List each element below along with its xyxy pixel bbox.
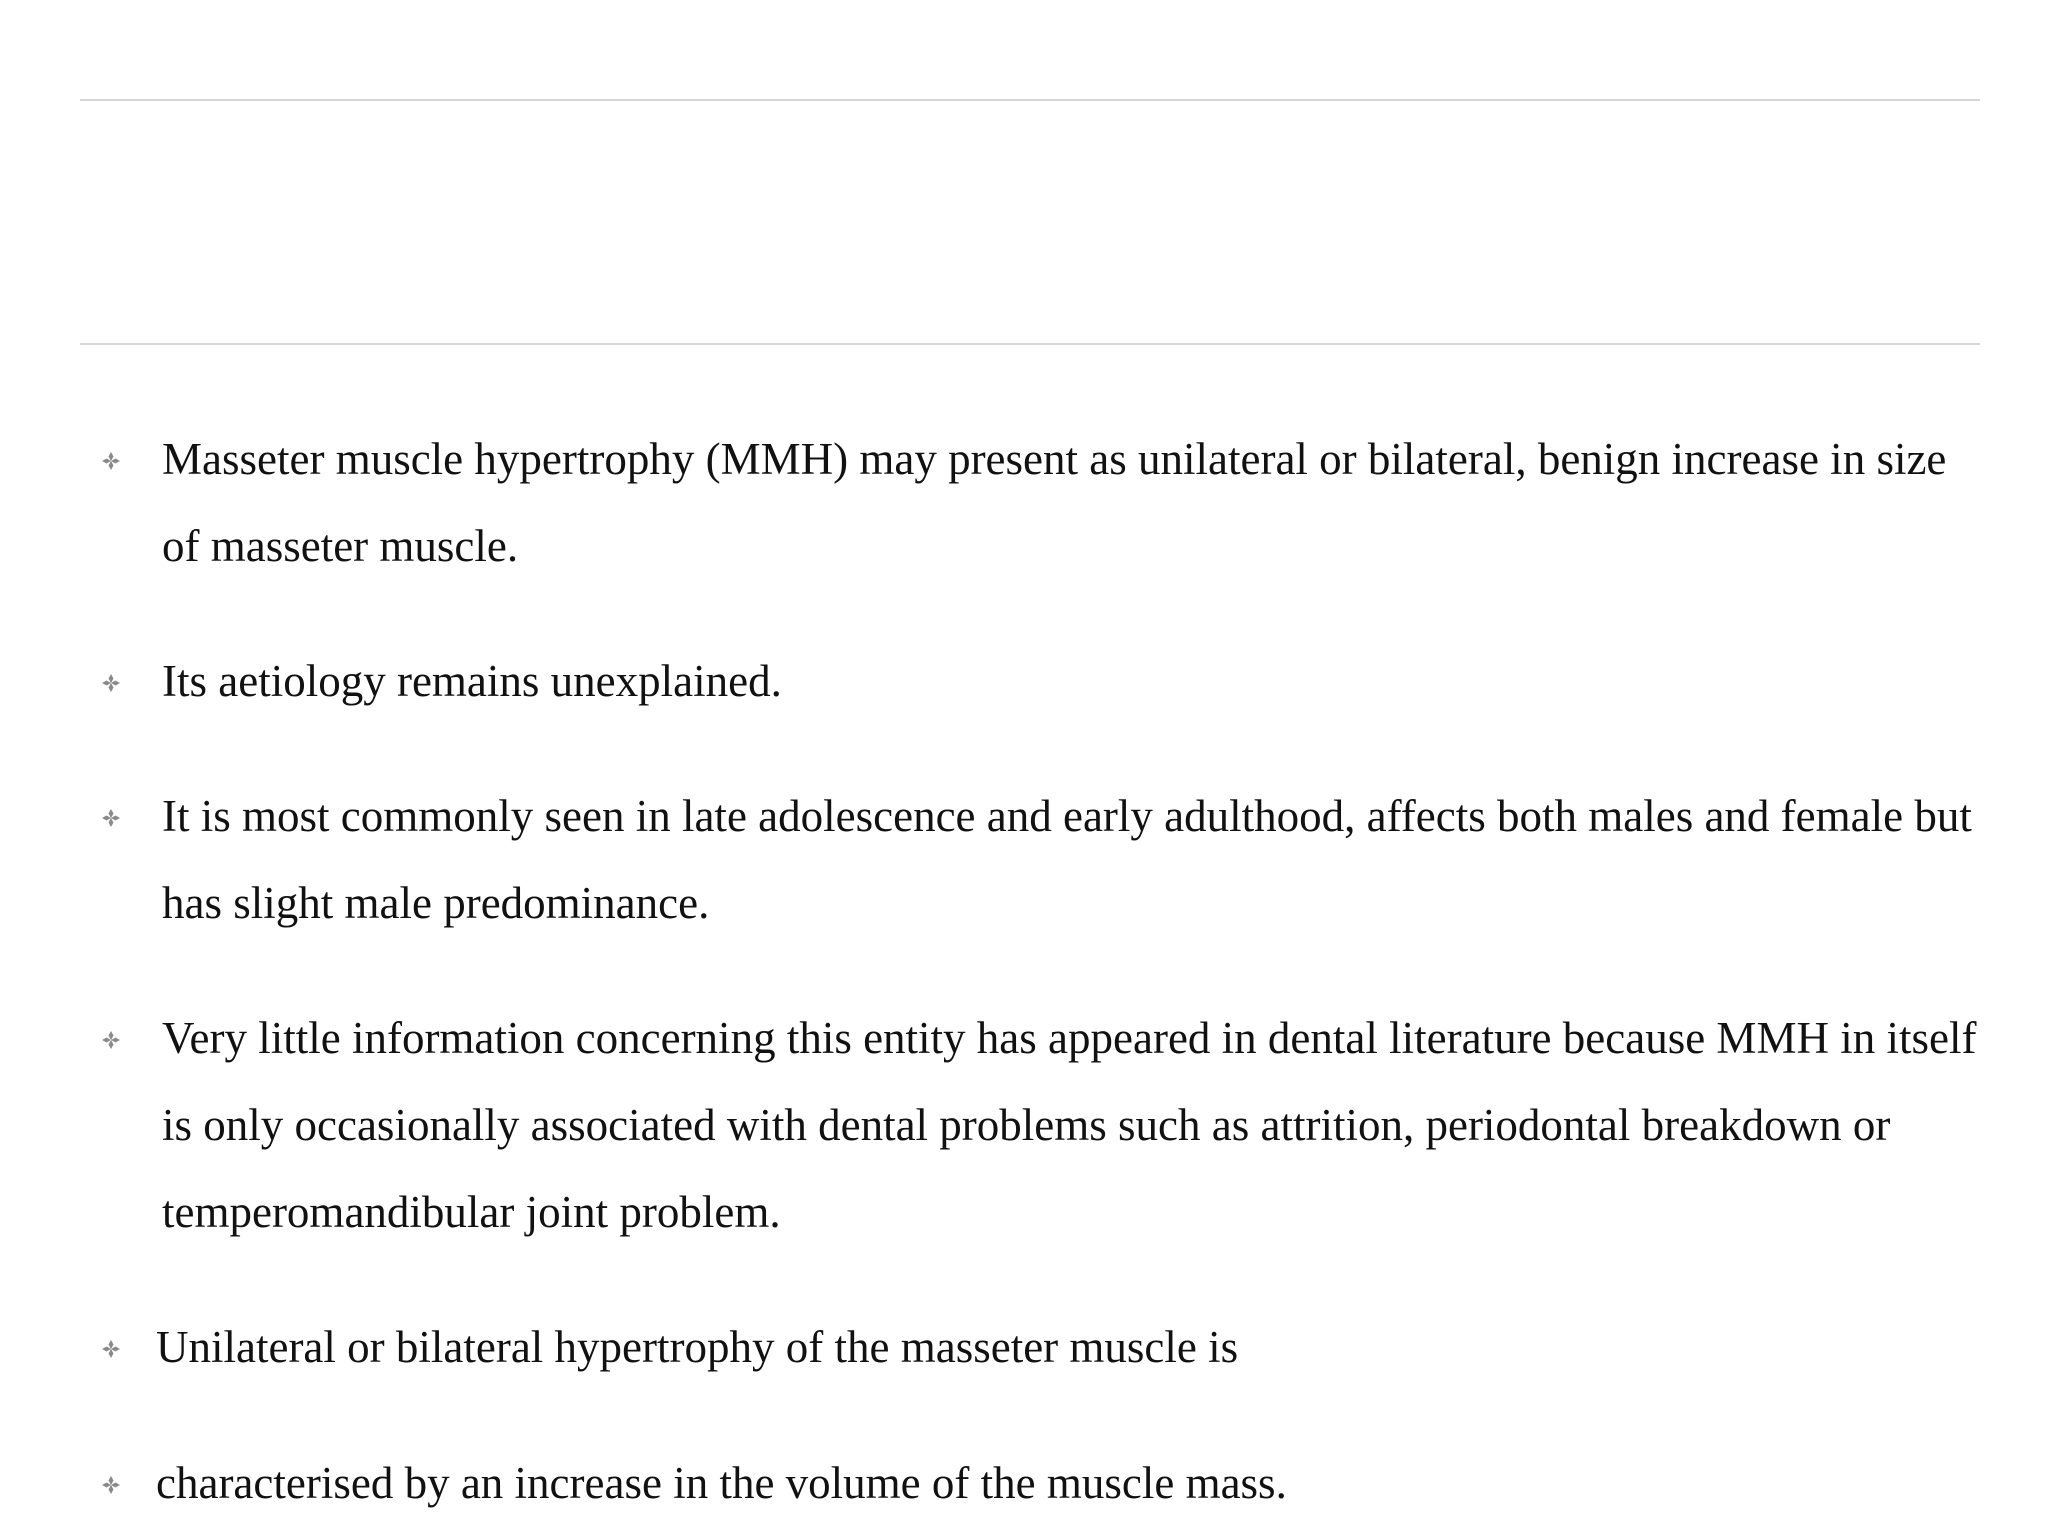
bullet-text: It is most commonly seen in late adolescence and early adulthood, affects both males and female but has slight male predominance. [162, 791, 1972, 928]
bullet-text: characterised by an increase in the volume of the muscle mass. [156, 1458, 1287, 1508]
diamond-bullet-icon [102, 1340, 120, 1358]
bullet-text: Unilateral or bilateral hypertrophy of the masseter muscle is [156, 1322, 1239, 1372]
diamond-bullet-icon [102, 1476, 120, 1494]
diamond-bullet-icon [102, 809, 120, 827]
diamond-bullet-icon [102, 674, 120, 692]
bullet-text: Masseter muscle hypertrophy (MMH) may present as unilateral or bilateral, benign increase in size of masseter muscle. [162, 434, 1947, 571]
diamond-bullet-icon [102, 452, 120, 470]
bullet-text: Very little information concerning this entity has appeared in dental literature because MMH in itself is only occasionally associated with dental problems such as attrition, periodontal breakdown or temperomandibular joint problem. [162, 1013, 1977, 1237]
bullet-text: Its aetiology remains unexplained. [162, 656, 782, 706]
diamond-bullet-icon [102, 1031, 120, 1049]
